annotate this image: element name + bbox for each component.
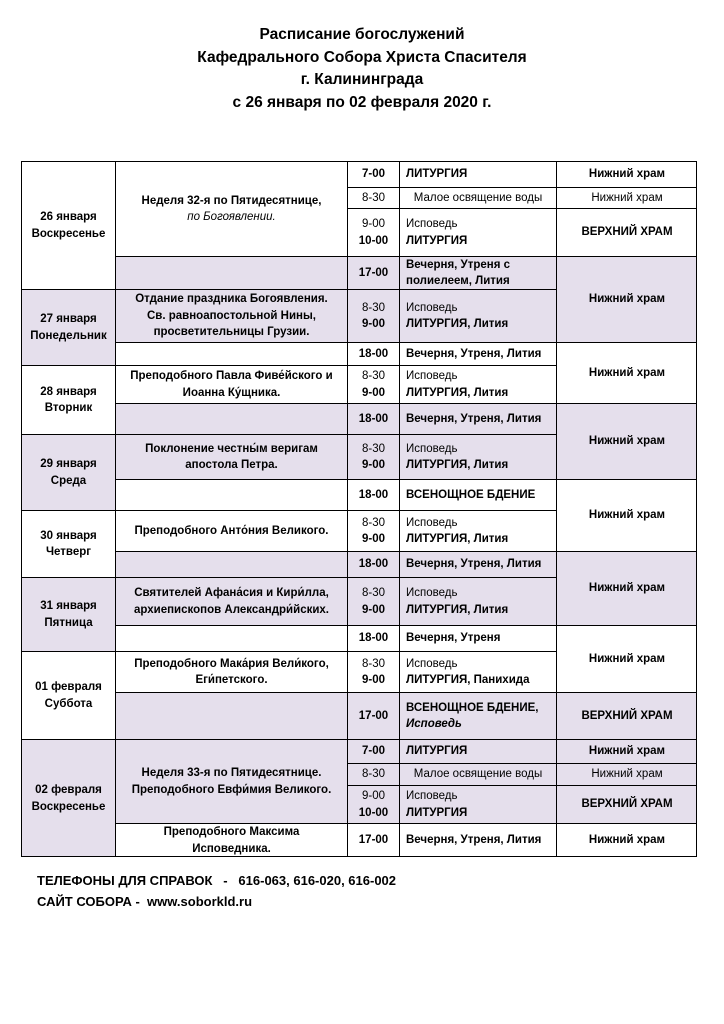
feast-text: Исповедника. xyxy=(192,842,271,855)
time-cell xyxy=(347,651,399,692)
page-title xyxy=(0,24,724,114)
weekday-text: Суббота xyxy=(44,697,93,710)
service-time: 17-00 xyxy=(358,834,389,847)
weekday-text: Понедельник xyxy=(30,329,107,342)
time-cell xyxy=(347,577,399,625)
feast-text: Иоанна Ку́щника. xyxy=(182,386,281,399)
date-cell xyxy=(21,365,115,434)
service-text: Исповедь xyxy=(406,301,458,314)
date-cell xyxy=(21,510,115,577)
date-cell xyxy=(21,434,115,510)
time-cell xyxy=(347,289,399,342)
time-cell xyxy=(347,342,399,365)
date-cell xyxy=(21,161,115,289)
date-text: 31 января xyxy=(40,600,97,612)
date-text: 02 февраля xyxy=(35,784,102,796)
place-text: Нижний храм xyxy=(591,191,663,204)
feast-text: Неделя 33-я по Пятидесятнице. xyxy=(141,767,322,779)
feast-text: Поклонение честны́м веригам xyxy=(145,442,318,455)
feast-text: по Богоявлении. xyxy=(187,211,276,223)
feast-text: Еги́петского. xyxy=(195,674,268,686)
service-text: ЛИТУРГИЯ xyxy=(406,168,468,181)
service-text: Исповедь xyxy=(406,657,458,670)
service-time: 8-30 xyxy=(361,657,386,670)
place-cell xyxy=(556,403,697,479)
place-cell xyxy=(556,161,697,187)
feast-cell xyxy=(115,510,347,551)
service-cell xyxy=(399,577,556,625)
weekday-text: Воскресенье xyxy=(31,800,106,813)
feast-text: Преподобного Мака́рия Вели́кого, xyxy=(134,657,329,670)
service-time: 10-00 xyxy=(358,806,389,819)
service-text: Исповедь xyxy=(406,790,458,802)
service-time: 9-00 xyxy=(361,603,386,616)
service-time: 8-30 xyxy=(361,516,386,529)
time-cell xyxy=(347,434,399,479)
service-text: Вечерня, Утреня, Лития xyxy=(406,558,542,571)
service-text: Исповедь xyxy=(406,218,458,230)
place-cell xyxy=(556,208,697,256)
feast-text: Преподобного Павла Фиве́йского и xyxy=(130,370,333,382)
service-text: Вечерня, Утреня, Лития xyxy=(406,412,542,425)
place-cell xyxy=(556,823,697,857)
date-text: 01 февраля xyxy=(35,681,102,693)
title-line: г. Калининграда xyxy=(300,71,424,88)
service-cell xyxy=(399,187,556,208)
weekday-text: Воскресенье xyxy=(31,227,106,240)
service-text: Малое освящение воды xyxy=(413,191,543,204)
feast-cell xyxy=(115,161,347,256)
service-text: ЛИТУРГИЯ, Лития xyxy=(406,603,509,616)
service-time: 8-30 xyxy=(361,768,386,781)
time-cell xyxy=(347,403,399,434)
feast-text: Преподобного Анто́ния Великого. xyxy=(134,524,329,537)
place-text: Нижний храм xyxy=(588,168,666,181)
service-time: 9-00 xyxy=(361,790,386,802)
service-cell xyxy=(399,763,556,785)
date-text: 30 января xyxy=(40,529,97,542)
feast-text: Неделя 32-я по Пятидесятнице, xyxy=(141,194,322,207)
service-text: полиелеем, Лития xyxy=(406,275,510,287)
service-time: 8-30 xyxy=(361,191,386,204)
feast-cell xyxy=(115,692,347,739)
place-text: Нижний храм xyxy=(591,768,663,781)
feast-cell xyxy=(115,651,347,692)
service-time: 9-00 xyxy=(361,218,386,230)
service-time: 8-30 xyxy=(361,442,386,455)
service-text: Вечерня, Утреня, Лития xyxy=(406,347,542,360)
feast-text: просветительницы Грузии. xyxy=(153,326,310,339)
time-cell xyxy=(347,625,399,651)
date-text: 29 января xyxy=(40,458,97,470)
place-text: Нижний храм xyxy=(588,366,666,379)
footer-phones: ТЕЛЕФОНЫ ДЛЯ СПРАВОК - 616-063, 616-020, 616-002 xyxy=(37,873,397,888)
feast-cell xyxy=(115,551,347,577)
place-text: Нижний храм xyxy=(588,293,666,306)
service-text: Исповедь xyxy=(406,587,458,599)
service-text: ЛИТУРГИЯ, Лития xyxy=(406,318,509,330)
weekday-text: Вторник xyxy=(44,402,93,414)
time-cell xyxy=(347,365,399,403)
service-cell xyxy=(399,434,556,479)
place-text: Нижний храм xyxy=(588,745,666,758)
place-cell xyxy=(556,785,697,823)
service-time: 17-00 xyxy=(358,266,389,279)
service-time: 18-00 xyxy=(358,488,389,501)
place-cell xyxy=(556,256,697,342)
service-cell xyxy=(399,823,556,857)
time-cell xyxy=(347,208,399,256)
service-time: 9-00 xyxy=(361,459,386,471)
service-cell xyxy=(399,342,556,365)
service-cell xyxy=(399,739,556,763)
feast-cell xyxy=(115,479,347,510)
place-text: Нижний храм xyxy=(588,652,666,665)
feast-text: архиепископов Александри́йских. xyxy=(133,603,330,616)
footer-site: САЙТ СОБОРА - www.soborkld.ru xyxy=(37,894,253,909)
weekday-text: Четверг xyxy=(45,546,92,558)
place-cell xyxy=(556,625,697,692)
service-text: ЛИТУРГИЯ, Лития xyxy=(406,386,509,399)
weekday-text: Среда xyxy=(50,474,87,487)
date-cell xyxy=(21,577,115,651)
place-cell xyxy=(556,479,697,551)
service-time: 8-30 xyxy=(361,587,386,599)
service-text: Вечерня, Утреня xyxy=(406,632,501,645)
date-text: 27 января xyxy=(40,313,97,325)
service-text: Исповедь xyxy=(406,370,458,382)
service-text: ЛИТУРГИЯ, Лития xyxy=(406,533,509,545)
time-cell xyxy=(347,161,399,187)
service-text: ВСЕНОЩНОЕ БДЕНИЕ, xyxy=(406,701,539,714)
service-text: ЛИТУРГИЯ xyxy=(406,745,468,758)
service-text: ЛИТУРГИЯ xyxy=(406,234,468,247)
service-text: Исповедь xyxy=(406,718,462,730)
service-cell xyxy=(399,510,556,551)
feast-cell xyxy=(115,739,347,823)
feast-cell xyxy=(115,823,347,857)
service-cell xyxy=(399,403,556,434)
time-cell xyxy=(347,510,399,551)
weekday-text: Пятница xyxy=(44,616,93,629)
feast-text: апостола Петра. xyxy=(185,459,278,471)
service-text: ВСЕНОЩНОЕ БДЕНИЕ xyxy=(406,488,536,501)
service-text: Малое освящение воды xyxy=(413,768,543,781)
service-cell xyxy=(399,785,556,823)
feast-cell xyxy=(115,403,347,434)
date-cell xyxy=(21,289,115,365)
place-text: Нижний храм xyxy=(588,582,666,595)
service-text: Вечерня, Утреня с xyxy=(406,258,511,271)
time-cell xyxy=(347,739,399,763)
place-cell xyxy=(556,342,697,403)
service-time: 9-00 xyxy=(361,674,386,686)
service-cell xyxy=(399,256,556,289)
service-time: 7-00 xyxy=(361,168,386,181)
feast-text: Преподобного Максима xyxy=(163,826,300,838)
service-time: 9-00 xyxy=(361,386,386,399)
place-cell xyxy=(556,551,697,625)
service-text: Вечерня, Утреня, Лития xyxy=(406,834,542,847)
feast-text: Св. равноапостольной Нины, xyxy=(146,309,316,322)
time-cell xyxy=(347,256,399,289)
schedule-table xyxy=(21,161,697,857)
place-cell xyxy=(556,739,697,763)
service-time: 10-00 xyxy=(358,234,389,247)
time-cell xyxy=(347,763,399,785)
feast-text: Преподобного Евфи́мия Великого. xyxy=(131,783,332,796)
place-text: ВЕРХНИЙ ХРАМ xyxy=(581,226,673,239)
feast-cell xyxy=(115,625,347,651)
place-cell xyxy=(556,763,697,785)
place-text: ВЕРХНИЙ ХРАМ xyxy=(581,798,673,811)
place-text: Нижний храм xyxy=(588,509,666,522)
service-time: 8-30 xyxy=(361,370,386,382)
service-time: 18-00 xyxy=(358,412,389,425)
service-cell xyxy=(399,208,556,256)
date-cell xyxy=(21,739,115,857)
service-cell xyxy=(399,365,556,403)
feast-cell xyxy=(115,256,347,289)
service-cell xyxy=(399,625,556,651)
service-text: ЛИТУРГИЯ, Панихида xyxy=(406,674,530,686)
place-cell xyxy=(556,187,697,208)
title-date-range: с 26 января по 02 февраля 2020 г. xyxy=(232,93,492,111)
place-cell xyxy=(556,692,697,739)
feast-cell xyxy=(115,342,347,365)
service-time: 9-00 xyxy=(361,533,386,545)
service-time: 18-00 xyxy=(358,558,389,571)
service-cell xyxy=(399,479,556,510)
time-cell xyxy=(347,785,399,823)
feast-text: Святителей Афана́сия и Кири́лла, xyxy=(134,587,329,599)
title-line: Расписание богослужений xyxy=(259,26,465,43)
place-text: Нижний храм xyxy=(588,834,666,847)
service-cell xyxy=(399,551,556,577)
service-cell xyxy=(399,651,556,692)
service-time: 18-00 xyxy=(358,347,389,360)
service-text: Исповедь xyxy=(406,516,458,529)
service-time: 8-30 xyxy=(361,301,386,314)
time-cell xyxy=(347,187,399,208)
date-text: 28 января xyxy=(40,385,97,398)
time-cell xyxy=(347,692,399,739)
service-cell xyxy=(399,289,556,342)
feast-cell xyxy=(115,434,347,479)
service-text: Исповедь xyxy=(406,442,458,455)
time-cell xyxy=(347,551,399,577)
service-time: 9-00 xyxy=(361,318,386,330)
feast-cell xyxy=(115,365,347,403)
time-cell xyxy=(347,823,399,857)
date-text: 26 января xyxy=(40,211,97,223)
footer xyxy=(37,870,396,912)
service-text: ЛИТУРГИЯ xyxy=(406,806,468,819)
feast-text: Отдание праздника Богоявления. xyxy=(135,293,328,306)
feast-cell xyxy=(115,289,347,342)
service-time: 18-00 xyxy=(358,632,389,645)
service-text: ЛИТУРГИЯ, Лития xyxy=(406,459,509,471)
date-cell xyxy=(21,651,115,739)
title-line: Кафедрального Собора Христа Спасителя xyxy=(197,48,527,66)
place-text: ВЕРХНИЙ ХРАМ xyxy=(581,709,673,722)
service-cell xyxy=(399,692,556,739)
time-cell xyxy=(347,479,399,510)
feast-cell xyxy=(115,577,347,625)
service-time: 17-00 xyxy=(358,709,389,722)
service-cell xyxy=(399,161,556,187)
service-time: 7-00 xyxy=(361,745,386,758)
place-text: Нижний храм xyxy=(588,435,666,448)
